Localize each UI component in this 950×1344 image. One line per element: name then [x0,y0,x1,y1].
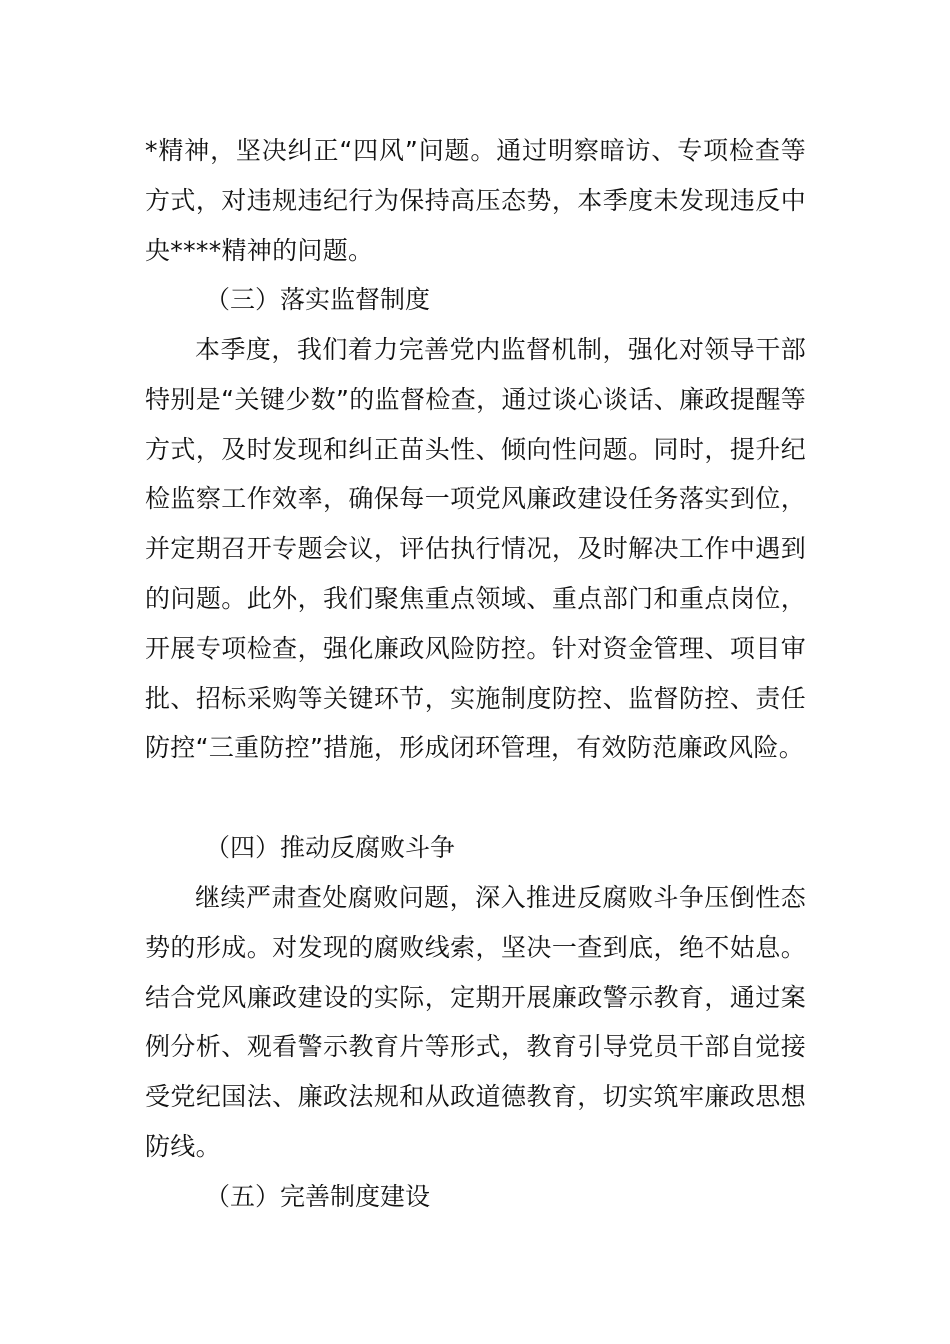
paragraph-text: *精神，坚决纠正“四风”问题。通过明察暗访、专项检查等方式，对违规违纪行为保持高压态势，本季度未发现违反中央****精神的问题。 [145,136,806,265]
section-heading-3: （三）落实监督制度 [205,285,431,314]
section-heading-4: （四）推动反腐败斗争 [205,833,456,862]
paragraph-continuation [145,126,806,275]
paragraph-text: 继续严肃查处腐败问题，深入推进反腐败斗争压倒性态势的形成。对发现的腐败线索，坚决一查到底，绝不姑息。结合党风廉政建设的实际，定期开展廉政警示教育，通过案例分析、观看警示教育片等形式，教育引导党员干部自觉接受党纪国法、廉政法规和从政道德教育，切实筑牢廉政思想防线。 [145,883,806,1161]
section-heading-5: （五）完善制度建设 [205,1182,431,1211]
paragraph-anticorruption [145,873,806,1172]
paragraph-supervision [145,325,806,773]
paragraph-text: 本季度，我们着力完善党内监督机制，强化对领导干部特别是“关键少数”的监督检查，通过谈心谈话、廉政提醒等方式，及时发现和纠正苗头性、倾向性问题。同时，提升纪检监察工作效率，确保每一项党风廉政建设任务落实到位，并定期召开专题会议，评估执行情况，及时解决工作中遇到的问题。此外，我们聚焦重点领域、重点部门和重点岗位，开展专项检查，强化廉政风险防控。针对资金管理、项目审批、招标采购等关键环节，实施制度防控、监督防控、责任防控“三重防控”措施，形成闭环管理，有效防范廉政风险。 [145,335,806,763]
